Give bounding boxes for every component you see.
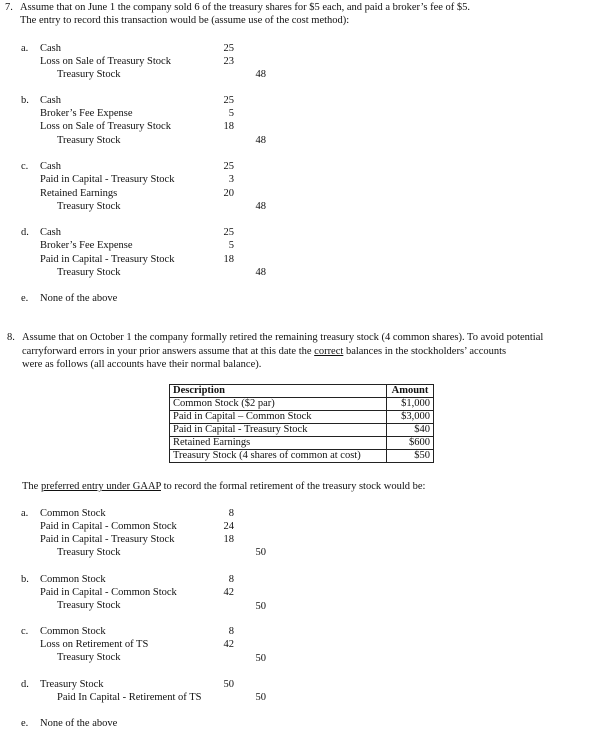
credit-amount: 50 — [255, 547, 266, 558]
option-letter: d. — [21, 227, 29, 238]
option-letter: e. — [21, 293, 29, 304]
question-8-text-line-2 — [22, 345, 506, 358]
entry-account: Cash — [40, 95, 61, 106]
table-row — [170, 398, 434, 411]
entry-account: Cash — [40, 43, 61, 54]
entry-account: Treasury Stock — [57, 201, 121, 212]
debit-amount: 8 — [228, 574, 234, 585]
credit-amount: 48 — [255, 135, 266, 146]
entry-account: Loss on Sale of Treasury Stock — [40, 56, 171, 67]
entry-account: Cash — [40, 227, 61, 238]
option-letter: d. — [21, 679, 29, 690]
option-letter: b. — [21, 95, 29, 106]
debit-amount: 50 — [223, 679, 234, 690]
option-letter: a. — [21, 508, 29, 519]
option-letter: e. — [21, 718, 29, 729]
row-description: Paid in Capital – Common Stock — [170, 411, 387, 424]
question-7-text-line-2: The entry to record this transaction would be (assume use of the cost method): — [20, 15, 350, 26]
entry-account: Treasury Stock — [57, 135, 121, 146]
debit-amount: 23 — [223, 56, 234, 67]
row-amount: $50 — [387, 450, 434, 463]
row-amount: $40 — [387, 424, 434, 437]
header-description: Description — [170, 385, 387, 398]
entry-account: Paid in Capital - Common Stock — [40, 521, 177, 532]
table-row — [170, 437, 434, 450]
question-8-number: 8. — [7, 332, 15, 343]
entry-account: Retained Earnings — [40, 188, 118, 199]
credit-amount: 50 — [255, 601, 266, 612]
debit-amount: 8 — [228, 626, 234, 637]
credit-amount: 48 — [255, 267, 266, 278]
row-description: Common Stock ($2 par) — [170, 398, 387, 411]
text-segment: to record the formal retirement of the treasury stock would be: — [160, 481, 426, 492]
credit-amount: 48 — [255, 201, 266, 212]
debit-amount: 18 — [223, 121, 234, 132]
table-header-row — [170, 385, 434, 398]
entry-account: Treasury Stock — [40, 679, 104, 690]
debit-amount: 24 — [223, 521, 234, 532]
credit-amount: 50 — [255, 692, 266, 703]
table-row — [170, 411, 434, 424]
debit-amount: 3 — [228, 174, 234, 185]
debit-amount: 18 — [223, 534, 234, 545]
entry-account: Paid in Capital - Treasury Stock — [40, 254, 175, 265]
option-letter: c. — [21, 161, 29, 172]
entry-account: Common Stock — [40, 574, 106, 585]
header-amount: Amount — [387, 385, 434, 398]
credit-amount: 50 — [255, 653, 266, 664]
debit-amount: 8 — [228, 508, 234, 519]
row-amount: $3,000 — [387, 411, 434, 424]
question-8-text-line-3: were as follows (all accounts have their normal balance). — [22, 359, 262, 370]
row-description: Paid in Capital - Treasury Stock — [170, 424, 387, 437]
entry-account: Paid in Capital - Treasury Stock — [40, 534, 175, 545]
table-row — [170, 424, 434, 437]
debit-amount: 18 — [223, 254, 234, 265]
balances-table — [169, 384, 434, 463]
option-letter: c. — [21, 626, 29, 637]
entry-account: Treasury Stock — [57, 652, 121, 663]
question-8-text-line-1: Assume that on October 1 the company formally retired the remaining treasury stock (4 common shares). To avoid potential — [22, 332, 544, 343]
text-segment: balances in the stockholders’ accounts — [343, 346, 507, 357]
option-letter: b. — [21, 574, 29, 585]
row-amount: $600 — [387, 437, 434, 450]
entry-account: Cash — [40, 161, 61, 172]
text-segment: carryforward errors in your prior answers assume that at this date the — [22, 346, 315, 357]
row-description: Treasury Stock (4 shares of common at cost) — [170, 450, 387, 463]
entry-account: Paid in Capital - Common Stock — [40, 587, 177, 598]
entry-account: Loss on Retirement of TS — [40, 639, 149, 650]
option-letter: a. — [21, 43, 29, 54]
debit-amount: 25 — [223, 227, 234, 238]
entry-account: Loss on Sale of Treasury Stock — [40, 121, 171, 132]
debit-amount: 20 — [223, 188, 234, 199]
debit-amount: 25 — [223, 161, 234, 172]
question-8-prompt — [22, 480, 425, 493]
question-7-text-line-1: Assume that on June 1 the company sold 6 of the treasury shares for $5 each, and paid a broker’s fee of $5. — [20, 2, 471, 13]
row-amount: $1,000 — [387, 398, 434, 411]
entry-account: Treasury Stock — [57, 267, 121, 278]
entry-account: Treasury Stock — [57, 600, 121, 611]
credit-amount: 48 — [255, 69, 266, 80]
option-text: None of the above — [40, 718, 118, 729]
entry-account: Common Stock — [40, 508, 106, 519]
entry-account: Treasury Stock — [57, 69, 121, 80]
debit-amount: 42 — [223, 587, 234, 598]
entry-account: Broker’s Fee Expense — [40, 240, 133, 251]
underlined-word: correct — [314, 346, 344, 357]
debit-amount: 42 — [223, 639, 234, 650]
entry-account: Paid in Capital - Treasury Stock — [40, 174, 175, 185]
debit-amount: 25 — [223, 43, 234, 54]
entry-account: Treasury Stock — [57, 547, 121, 558]
row-description: Retained Earnings — [170, 437, 387, 450]
table-row — [170, 450, 434, 463]
debit-amount: 5 — [228, 240, 234, 251]
option-text: None of the above — [40, 293, 118, 304]
entry-account: Paid In Capital - Retirement of TS — [57, 692, 202, 703]
text-segment: The — [22, 481, 41, 492]
entry-account: Broker’s Fee Expense — [40, 108, 133, 119]
question-7-number: 7. — [5, 2, 13, 13]
debit-amount: 25 — [223, 95, 234, 106]
debit-amount: 5 — [228, 108, 234, 119]
entry-account: Common Stock — [40, 626, 106, 637]
underlined-phrase: preferred entry under GAAP — [40, 481, 161, 492]
